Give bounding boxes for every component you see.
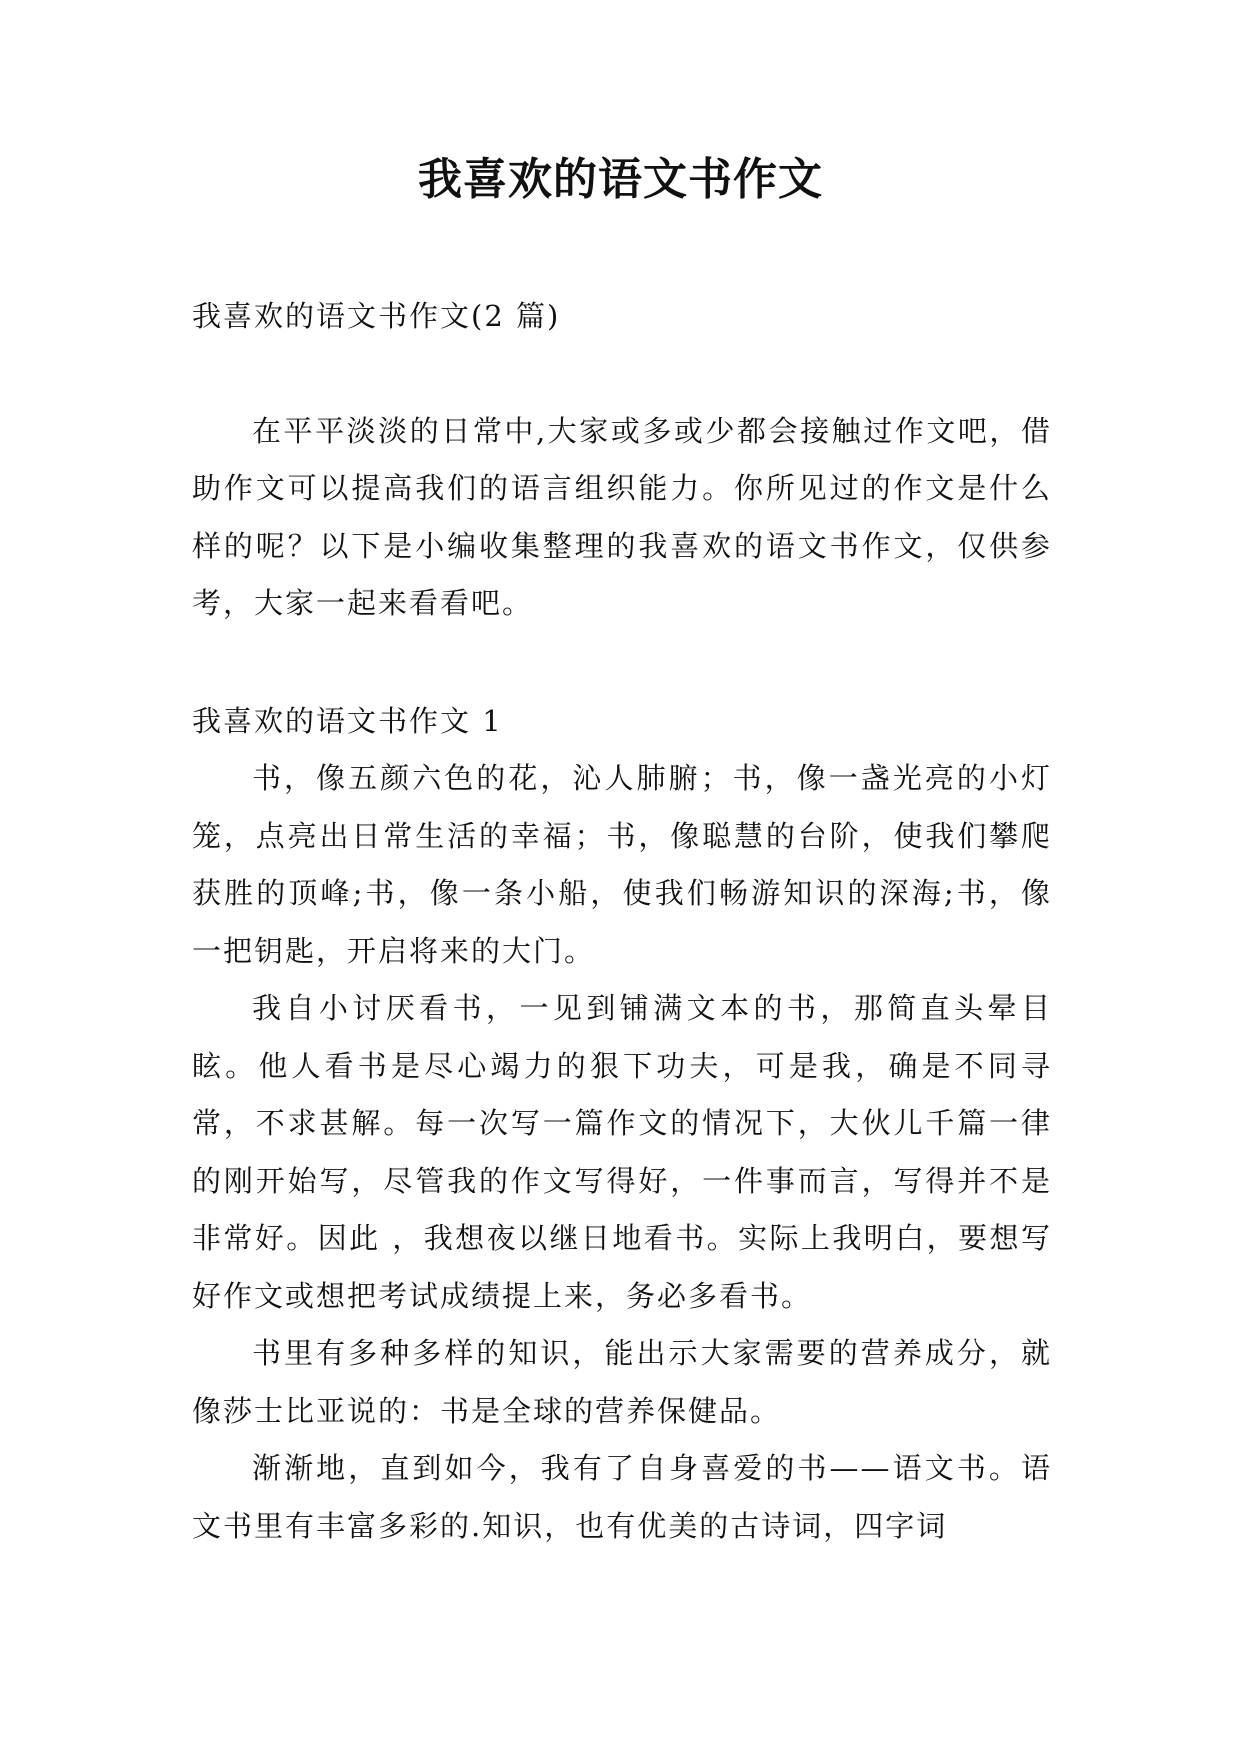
document-subtitle: 我喜欢的语文书作文(2 篇) xyxy=(192,299,561,333)
body-paragraph: 我自小讨厌看书，一见到铺满文本的书，那简直头晕目眩。他人看书是尽心竭力的狠下功夫，可是我，确是不同寻常，不求甚解。每一次写一篇作文的情况下，大伙儿千篇一律的刚开始写，尽管我的作文写得好，一件事而言，写得并不是非常好。因此 ，我想夜以继日地看书。实际上我明白，要想写好作文或想把考试成绩提上来，务必多看书。 xyxy=(192,991,1052,1313)
document-body xyxy=(192,288,1052,1555)
body-paragraph: 渐渐地，直到如今，我有了自身喜爱的书——语文书。语文书里有丰富多彩的.知识，也有优美的古诗词，四字词 xyxy=(192,1451,1052,1543)
section-heading: 我喜欢的语文书作文 1 xyxy=(192,703,503,738)
spacer xyxy=(192,346,1052,403)
intro-paragraph: 在平平淡淡的日常中,大家或多或少都会接触过作文吧，借助作文可以提高我们的语言组织能力。你所见过的作文是什么样的呢？以下是小编收集整理的我喜欢的语文书作文，仅供参考，大家一起来看看吧。 xyxy=(192,413,1052,620)
spacer xyxy=(192,633,1052,693)
body-paragraph: 书，像五颜六色的花，沁人肺腑；书，像一盏光亮的小灯笼，点亮出日常生活的幸福；书，像聪慧的台阶，使我们攀爬获胜的顶峰;书，像一条小船，使我们畅游知识的深海;书，像一把钥匙，开启将来的大门。 xyxy=(192,761,1052,968)
body-paragraph: 书里有多种多样的知识，能出示大家需要的营养成分，就像莎士比亚说的：书是全球的营养保健品。 xyxy=(192,1336,1052,1428)
document-title: 我喜欢的语文书作文 xyxy=(418,154,823,205)
